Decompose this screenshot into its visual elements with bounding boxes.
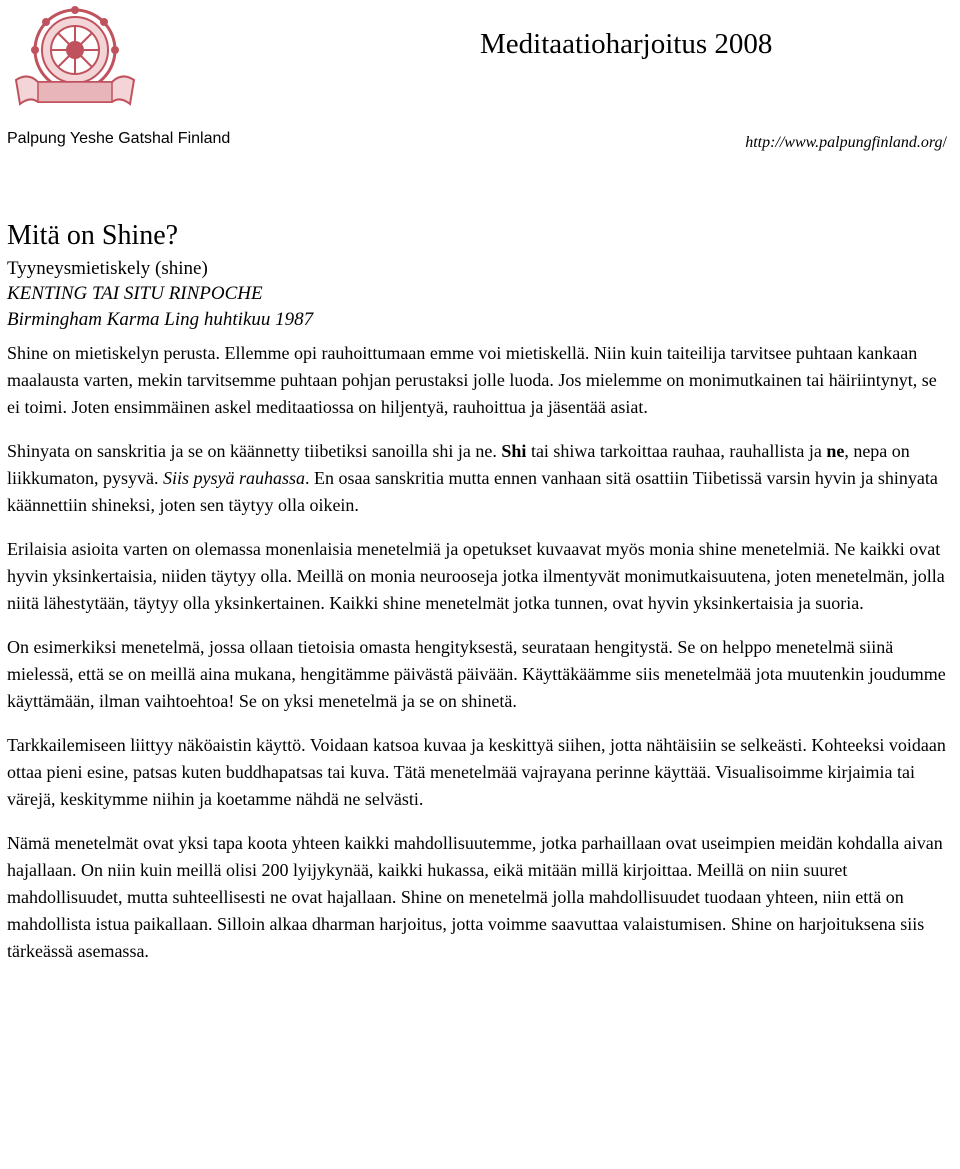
article-teacher: KENTING TAI SITU RINPOCHE (7, 283, 263, 304)
emphasis-phrase: Siis pysyä rauhassa (163, 468, 306, 488)
paragraph-6: Nämä menetelmät ovat yksi tapa koota yhteen kaikki mahdollisuutemme, jotka parhaillaan ovat useimpien meidän kohdalla aivan hajallaan. On niin kuin meillä olisi 200 lyijykynää, kaikki hukassa, eikä mitään millä kirjoittaa. Meillä on niin suuret mahdollisuudet, mutta suhteellisesti ne ovat hajallaan. Shine on menetelmä jolla mahdollisuudet tuodaan yhteen, niin että on mahdollista istua paikallaan. Silloin alkaa dharman harjoitus, jotta voimme saavuttaa valaistumisen. Shine on harjoituksena siis tärkeässä asemassa. (7, 833, 943, 961)
term-shi: Shi (501, 441, 527, 461)
website-url-slash: / (942, 134, 947, 151)
paragraph-1: Shine on mietiskelyn perusta. Ellemme opi rauhoittumaan emme voi mietiskellä. Niin kuin taiteilija tarvitsee puhtaan kankaan maalausta varten, mekin tarvitsemme puhtaan pohjan perustaksi jolle luoda. Jos mielemme on monimutkainen tai häiriintynyt, se ei toimi. Joten ensimmäinen askel meditaatiossa on hiljentyä, rauhoittua ja jäsentää asiat. (7, 343, 937, 417)
article-place-date: Birmingham Karma Ling huhtikuu 1987 (7, 309, 314, 330)
organization-name: Palpung Yeshe Gatshal Finland (7, 130, 231, 147)
article-body (7, 340, 953, 982)
paragraph-2: Shinyata on sanskritia ja se on käännetty tiibetiksi sanoilla shi ja ne. Shi tai shiwa tarkoittaa rauhaa, rauhallista ja ne, nepa on liikkumaton, pysyvä. Siis pysyä rauhassa. En osaa sanskritia mutta ennen vanhaan sitä osattiin Tiibetissä varsin hyvin ja shinyata käännettiin shineksi, joten sen täytyy olla oikein. (7, 441, 938, 515)
dharma-wheel-icon (31, 6, 119, 90)
website-url[interactable]: http://www.palpungfinland.org (745, 134, 943, 151)
organization-logo (8, 2, 143, 110)
paragraph-3: Erilaisia asioita varten on olemassa monenlaisia menetelmiä ja opetukset kuvaavat myös monia shine menetelmiä. Ne kaikki ovat hyvin yksinkertaisia, niiden täytyy olla. Meillä on monia neurooseja jotka ilmentyvät monimutkaisuutena, joten menetelmän, jolla niitä lähestytään, täytyy olla yksinkertainen. Kaikki shine menetelmät jotka tunnen, ovat hyvin yksinkertaisia ja suoria. (7, 539, 945, 613)
document-title: Meditaatioharjoitus 2008 (480, 28, 773, 60)
website-link[interactable] (745, 134, 947, 152)
paragraph-5: Tarkkailemiseen liittyy näköaistin käyttö. Voidaan katsoa kuvaa ja keskittyä siihen, jotta nähtäisiin se selkeästi. Kohteeksi voidaan ottaa pieni esine, patsas kuten buddhapatsas tai kuva. Tätä menetelmää vajrayana perinne käyttää. Visualisoimme kirjaimia tai värejä, keskitymme niihin ja koetamme nähdä ne selvästi. (7, 735, 946, 809)
article-subtitle: Tyyneysmietiskely (shine) (7, 258, 208, 279)
paragraph-4: On esimerkiksi menetelmä, jossa ollaan tietoisia omasta hengityksestä, seurataan hengitystä. Se on helppo menetelmä siinä mielessä, että se on meillä aina mukana, hengitämme päivästä päivään. Käyttäkäämme siis menetelmää jota muutenkin joudumme käyttämään, ilman vaihtoehtoa! Se on yksi menetelmä ja se on shinetä. (7, 637, 946, 711)
article-heading: Mitä on Shine? (7, 220, 179, 251)
term-ne: ne (826, 441, 845, 461)
